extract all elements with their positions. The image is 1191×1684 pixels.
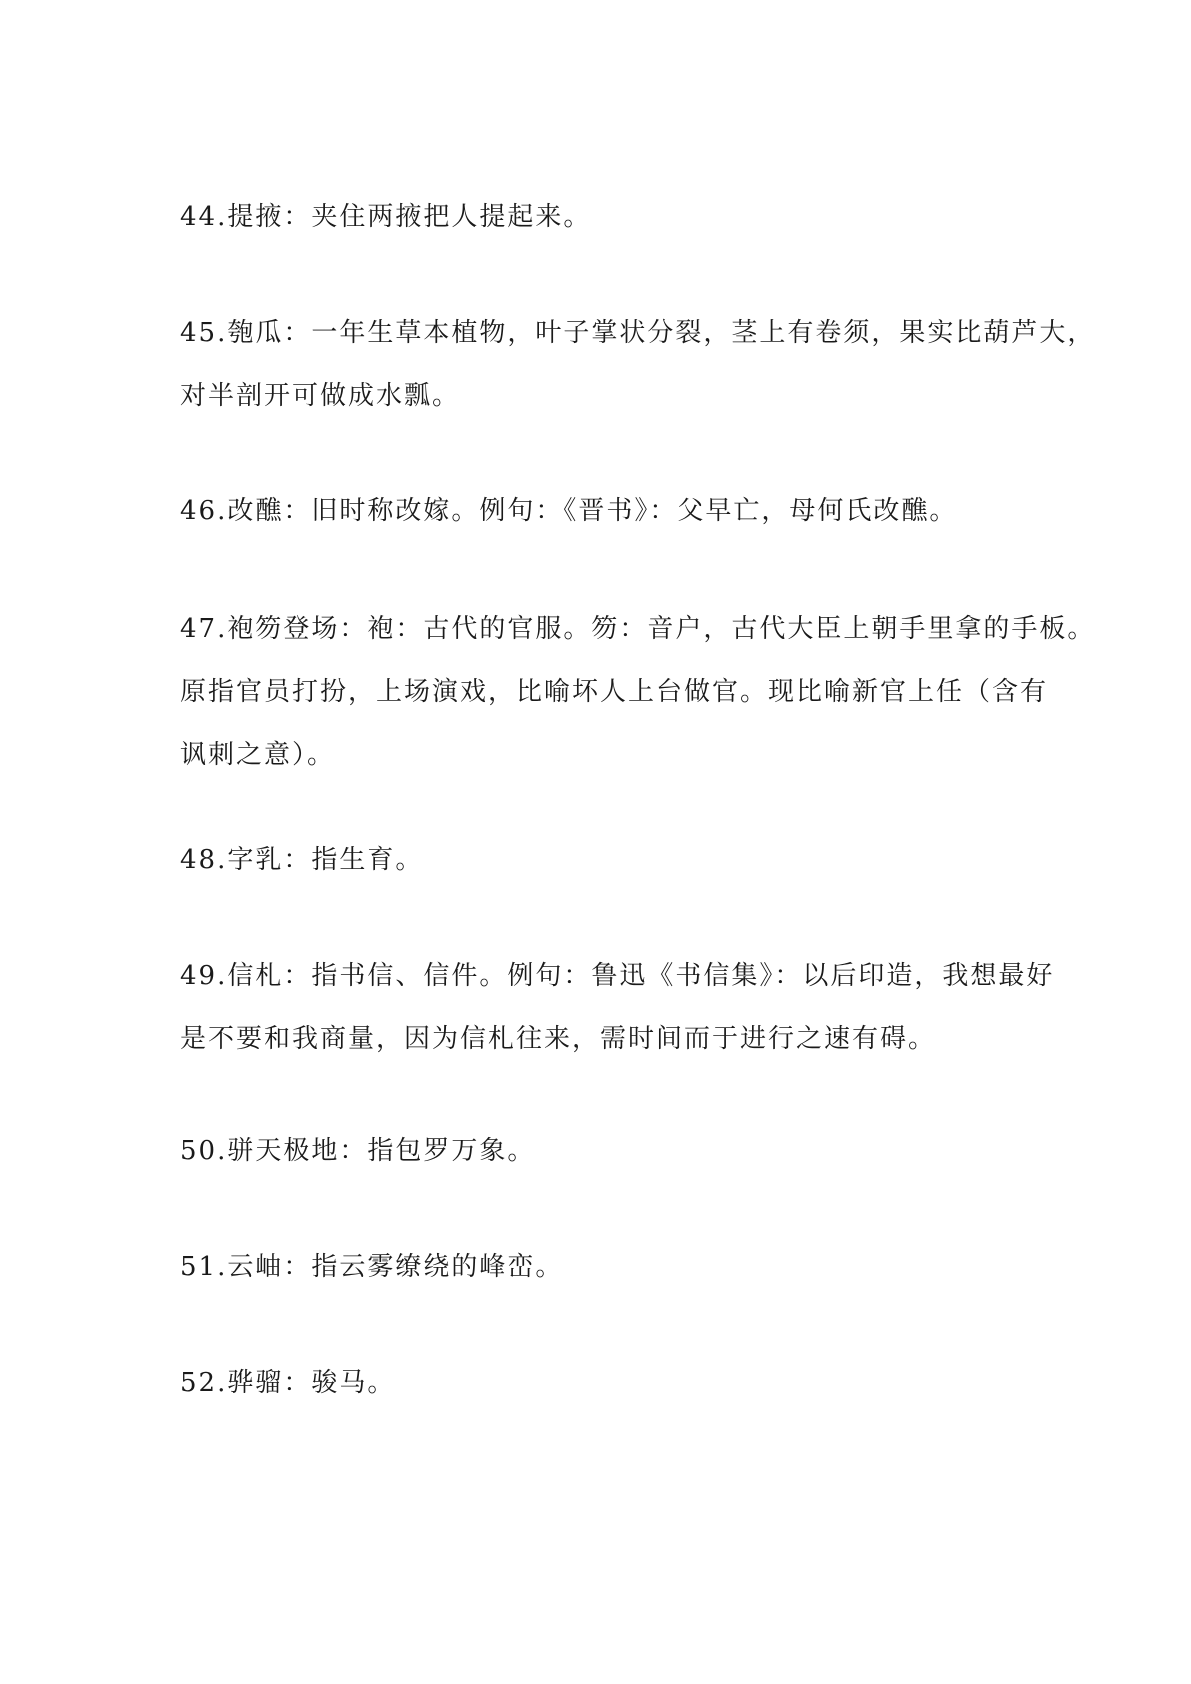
entry-line: 44.提掖：夹住两掖把人提起来。 — [180, 202, 592, 232]
entry-45 — [180, 302, 1096, 428]
entry-52 — [180, 1352, 1020, 1415]
entry-line: 52.骅骝：骏马。 — [180, 1368, 396, 1398]
entry-line: 51.云岫：指云雾缭绕的峰峦。 — [180, 1252, 564, 1282]
entry-line: 50.骈天极地：指包罗万象。 — [180, 1136, 536, 1166]
entry-48 — [180, 829, 1020, 892]
entry-line: 48.字乳：指生育。 — [180, 845, 424, 875]
entry-line: 原指官员打扮，上场演戏，比喻坏人上台做官。现比喻新官上任（含有 — [180, 677, 1049, 707]
entry-line: 47.袍笏登场：袍：古代的官服。笏：音户，古代大臣上朝手里拿的手板。 — [180, 614, 1096, 644]
entry-line: 45.匏瓜：一年生草本植物，叶子掌状分裂，茎上有卷须，果实比葫芦大， — [180, 318, 1096, 348]
entry-line: 对半剖开可做成水瓢。 — [180, 381, 461, 411]
entry-49 — [180, 945, 1055, 1071]
entry-44 — [180, 186, 1020, 249]
entry-line: 49.信札：指书信、信件。例句：鲁迅《书信集》：以后印造，我想最好 — [180, 961, 1055, 991]
entry-line: 46.改醮：旧时称改嫁。例句：《晋书》：父早亡，母何氏改醮。 — [180, 496, 958, 526]
entry-line: 是不要和我商量，因为信札往来，需时间而于进行之速有碍。 — [180, 1024, 937, 1054]
entry-47 — [180, 598, 1096, 787]
entry-line: 讽刺之意）。 — [180, 740, 336, 770]
entry-51 — [180, 1236, 1020, 1299]
entry-46 — [180, 480, 1020, 543]
entry-50 — [180, 1120, 1020, 1183]
